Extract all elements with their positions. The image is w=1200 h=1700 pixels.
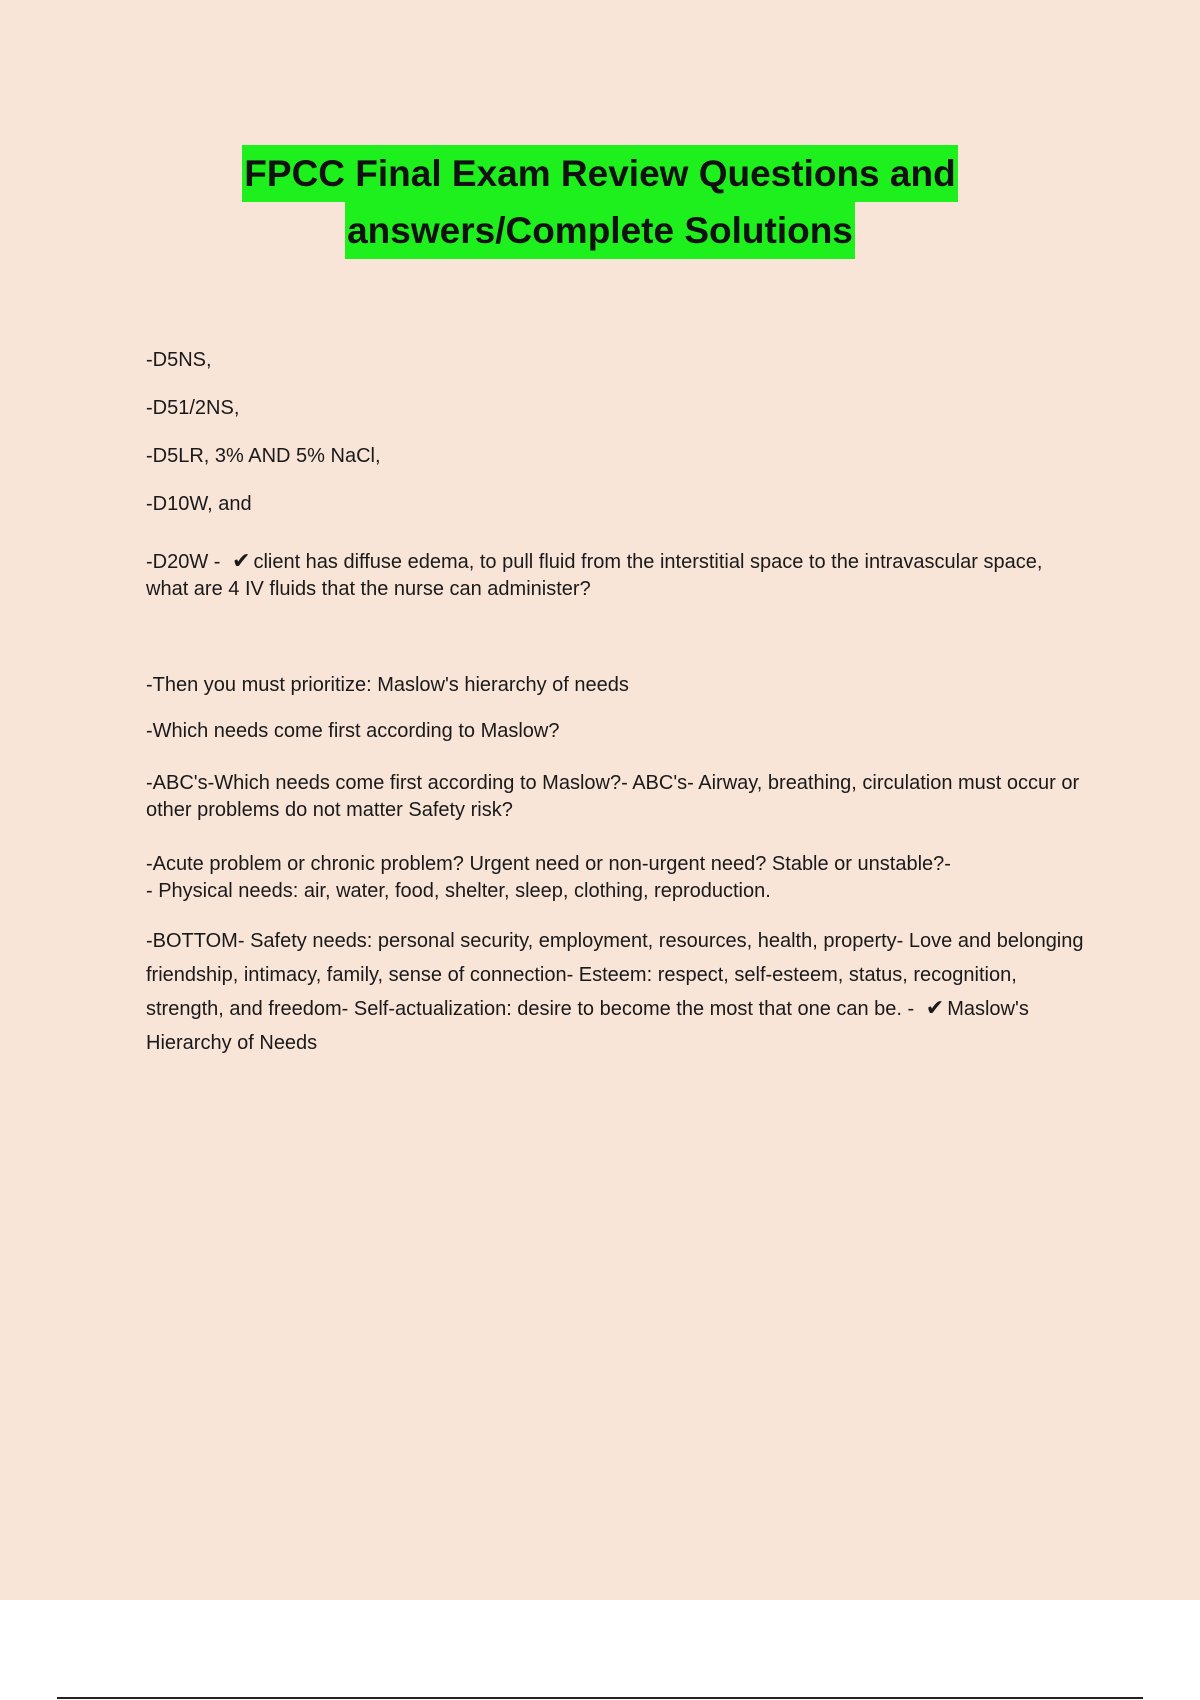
fluid-line-4: -D10W, and — [146, 493, 252, 515]
footer-divider — [57, 1697, 1143, 1699]
title-line-2: answers/Complete Solutions — [345, 202, 855, 259]
fluid-line-2: -D51/2NS, — [146, 397, 240, 419]
paragraph-which-needs: -Which needs come first according to Maslow? — [146, 720, 560, 742]
qa2-text: -BOTTOM- Safety needs: personal security, employment, resources, health, property- Love and belonging friendship, intimacy, family, sense of connection- Esteem: respect, self-esteem, status, recognition, strength, and freedom- Self-actualization: desire to become the most that one can be. - — [146, 930, 1084, 1020]
paragraph-abc: -ABC's-Which needs come first according to Maslow?- ABC's- Airway, breathing, circulation must occur or other problems do not matter Safety risk? — [146, 772, 1080, 821]
qa1-text: client has diffuse edema, to pull fluid from the interstitial space to the intravascular space, what are 4 IV fluids that the nurse can administer? — [146, 551, 1043, 600]
checkmark-icon: ✔ — [925, 996, 945, 1021]
qa1-prefix: -D20W - — [146, 551, 226, 573]
qa2-answer: Maslow's Hierarchy of Needs — [146, 998, 1029, 1054]
acute-line-2: - Physical needs: air, water, food, shelter, sleep, clothing, reproduction. — [146, 880, 771, 902]
checkmark-icon: ✔ — [232, 549, 251, 574]
paragraph-acute — [146, 851, 1086, 905]
page-title — [0, 145, 1200, 259]
question-answer-1 — [146, 548, 1086, 603]
acute-line-1: -Acute problem or chronic problem? Urgent need or non-urgent need? Stable or unstable?- — [146, 853, 951, 875]
fluid-line-1: -D5NS, — [146, 349, 212, 371]
title-line-1: FPCC Final Exam Review Questions and — [242, 145, 957, 202]
question-answer-2 — [146, 924, 1086, 1060]
paragraph-prioritize: -Then you must prioritize: Maslow's hierarchy of needs — [146, 674, 629, 696]
fluid-line-3: -D5LR, 3% AND 5% NaCl, — [146, 445, 381, 467]
